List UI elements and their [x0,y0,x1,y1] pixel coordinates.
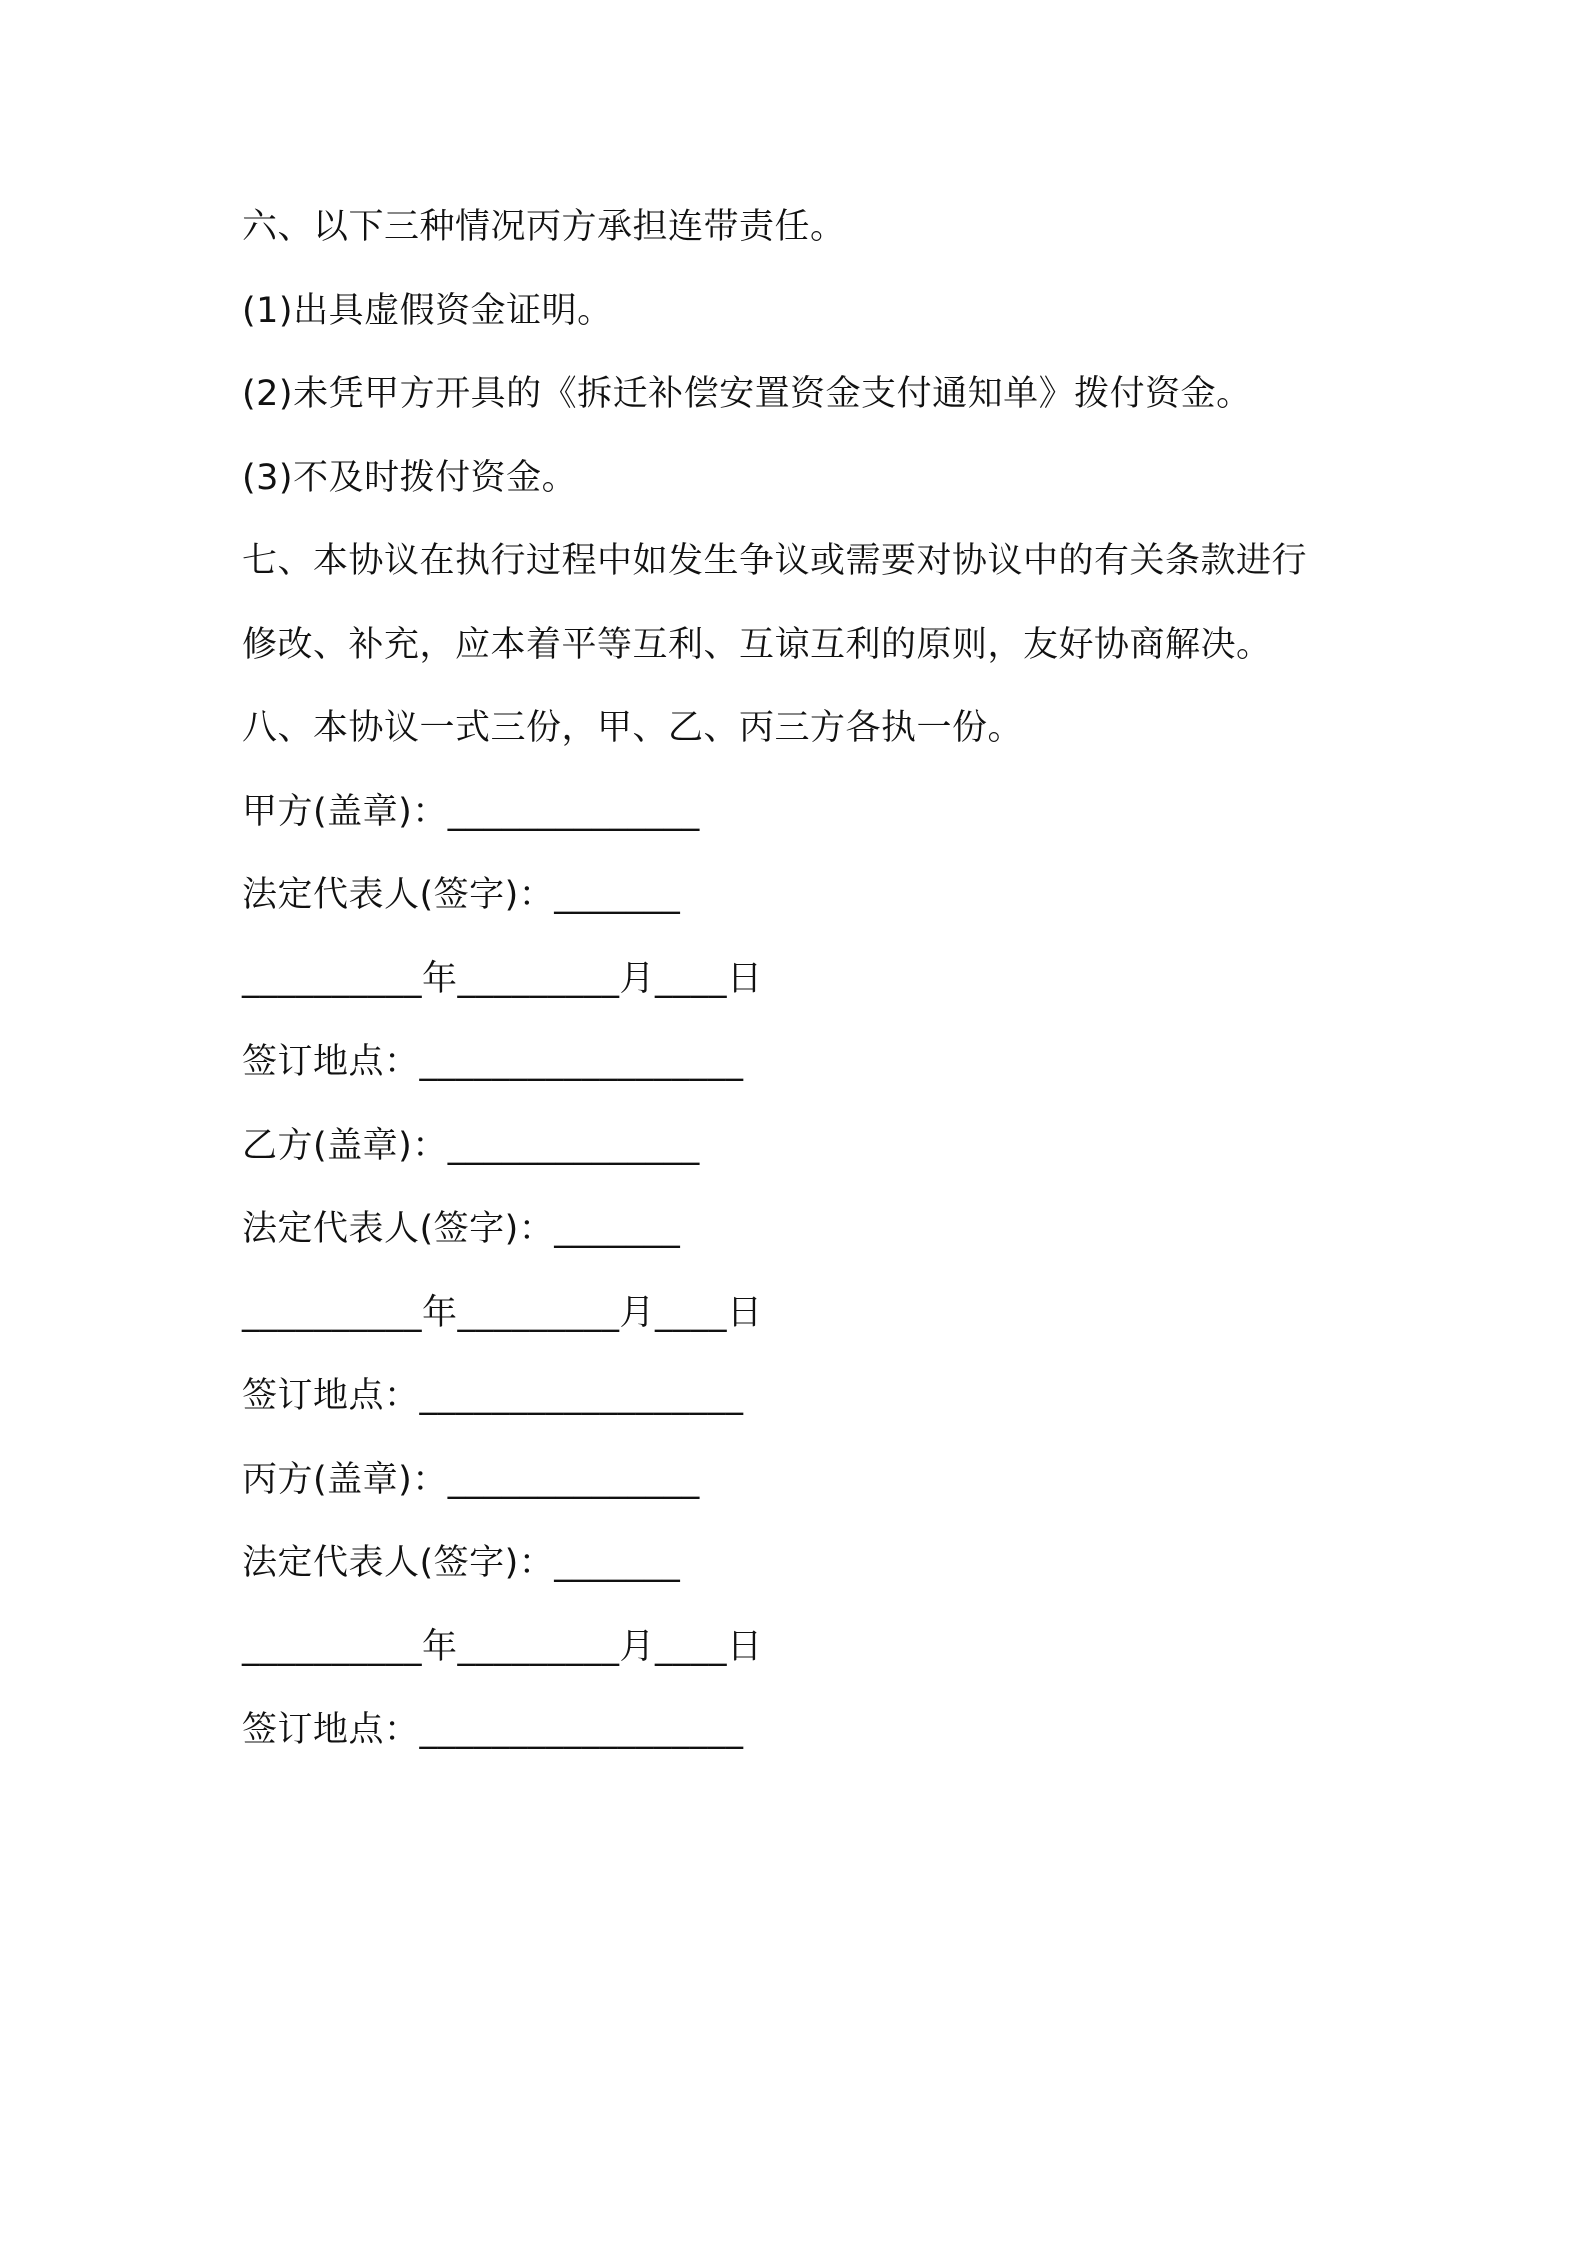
document-body [242,200,1372,1787]
party-b-date-line: __________年_________月____日 [242,1292,763,1333]
clause-6-item-1: (1)出具虚假资金证明。 [242,290,613,331]
party-c-location-line: 签订地点：__________________ [242,1710,744,1750]
party-a-location-line: 签订地点：__________________ [242,1042,744,1082]
party-a-seal-line: 甲方(盖章)：______________ [242,791,700,832]
clause-7-line-1: 七、本协议在执行过程中如发生争议或需要对协议中的有关条款进行 [242,541,1308,581]
clause-6-item-3: (3)不及时拨付资金。 [242,457,578,498]
party-b-seal-line: 乙方(盖章)：______________ [242,1125,700,1166]
clause-6-heading: 六、以下三种情况丙方承担连带责任。 [242,207,846,247]
clause-6-item-2: (2)未凭甲方开具的《拆迁补偿安置资金支付通知单》拨付资金。 [242,374,1252,414]
clause-8: 八、本协议一式三份，甲、乙、丙三方各执一份。 [242,708,1024,748]
party-c-representative-line: 法定代表人(签字)：_______ [242,1543,681,1583]
party-c-seal-line: 丙方(盖章)：______________ [242,1459,700,1500]
party-c-date-line: __________年_________月____日 [242,1626,763,1667]
party-a-representative-line: 法定代表人(签字)：_______ [242,875,681,915]
party-b-representative-line: 法定代表人(签字)：_______ [242,1209,681,1249]
party-a-date-line: __________年_________月____日 [242,958,763,999]
clause-7-line-2: 修改、补充，应本着平等互利、互谅互利的原则，友好协商解决。 [242,624,1272,665]
party-b-location-line: 签订地点：__________________ [242,1376,744,1416]
